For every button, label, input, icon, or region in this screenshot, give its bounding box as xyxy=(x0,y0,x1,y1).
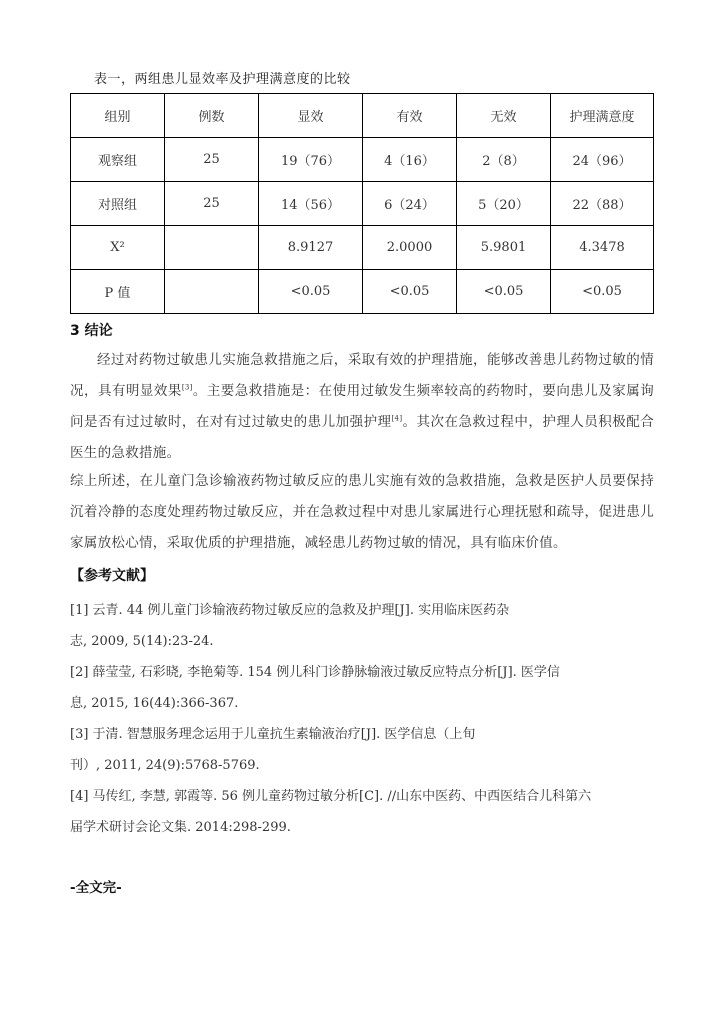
table-row xyxy=(71,138,654,182)
reference-line: 届学术研讨会论文集. 2014:298-299. xyxy=(70,820,291,835)
comparison-table xyxy=(70,93,654,314)
table-cell: 8.9127 xyxy=(259,226,363,270)
table-cell: <0.05 xyxy=(457,270,551,314)
table-cell: <0.05 xyxy=(259,270,363,314)
reference-line: 息, 2015, 16(44):366-367. xyxy=(70,696,239,711)
table-caption: 表一，两组患儿显效率及护理满意度的比较 xyxy=(94,72,351,87)
reference-line: [2] 薛莹莹, 石彩晓, 李艳菊等. 154 例儿科门诊静脉输液过敏反应特点分析[J]. 医学信 xyxy=(70,665,560,680)
table-cell: 6（24） xyxy=(363,182,457,226)
table-cell: 5（20） xyxy=(457,182,551,226)
paragraph-text: 。其次在急救过程中，护理人员积极配合医生的急救措施。 xyxy=(70,414,654,461)
header-cell: 例数 xyxy=(165,94,259,138)
table-cell: 2（8） xyxy=(457,138,551,182)
reference-line: 刊）, 2011, 24(9):5768-5769. xyxy=(70,758,260,773)
table-cell: P 值 xyxy=(71,270,165,314)
table-cell: 5.9801 xyxy=(457,226,551,270)
table-cell: X² xyxy=(71,226,165,270)
header-cell: 显效 xyxy=(259,94,363,138)
conclusion-paragraph-1 xyxy=(70,345,654,469)
reference-line: [1] 云青. 44 例儿童门诊输液药物过敏反应的急救及护理[J]. 实用临床医药杂 xyxy=(70,603,510,618)
paragraph-text: 。主要急救措施是：在使用过敏发生频率较高的药物时，要向患儿及家属询问是否有过过敏时，在对有过过敏史的患儿加强护理 xyxy=(70,383,654,430)
header-cell: 有效 xyxy=(363,94,457,138)
table-cell: 对照组 xyxy=(71,182,165,226)
end-mark: -全文完- xyxy=(70,880,122,896)
table-row xyxy=(71,182,654,226)
table-cell: <0.05 xyxy=(551,270,654,314)
section-heading-conclusion: 3 结论 xyxy=(70,323,113,339)
header-cell: 护理满意度 xyxy=(551,94,654,138)
references-heading: 【参考文献】 xyxy=(70,568,154,584)
citation-4: [4] xyxy=(391,414,403,423)
header-cell: 无效 xyxy=(457,94,551,138)
reference-line: 志, 2009, 5(14):23-24. xyxy=(70,634,214,649)
table-cell xyxy=(165,270,259,314)
table-cell: 4（16） xyxy=(363,138,457,182)
table-cell: <0.05 xyxy=(363,270,457,314)
table-cell: 22（88） xyxy=(551,182,654,226)
conclusion-paragraph-2: 综上所述，在儿童门急诊输液药物过敏反应的患儿实施有效的急救措施，急救是医护人员要保持沉着冷静的态度处理药物过敏反应，并在急救过程中对患儿家属进行心理抚慰和疏导，促进患儿家属放松心情，采取优质的护理措施，减轻患儿药物过敏的情况，具有临床价值。 xyxy=(70,473,654,551)
reference-line: [3] 于清. 智慧服务理念运用于儿童抗生素输液治疗[J]. 医学信息（上旬 xyxy=(70,727,476,742)
table-cell: 24（96） xyxy=(551,138,654,182)
table-header-row xyxy=(71,94,654,138)
table-cell xyxy=(165,226,259,270)
paragraph-text: 经过对药物过敏患儿实施急救措施之后，采取有效的护理措施，能够改善患儿药物过敏的情况，具有明显效果 xyxy=(70,352,654,399)
citation-3: [3] xyxy=(181,383,193,392)
table-cell: 25 xyxy=(165,138,259,182)
table-cell: 14（56） xyxy=(259,182,363,226)
header-cell: 组别 xyxy=(71,94,165,138)
reference-item-3 xyxy=(70,719,654,781)
table-row xyxy=(71,226,654,270)
table-row xyxy=(71,270,654,314)
reference-line: [4] 马传红, 李慧, 郭霞等. 56 例儿童药物过敏分析[C]. //山东中医药、中西医结合儿科第六 xyxy=(70,789,592,804)
reference-item-1 xyxy=(70,595,654,657)
table-cell: 25 xyxy=(165,182,259,226)
table-cell: 19（76） xyxy=(259,138,363,182)
table-cell: 观察组 xyxy=(71,138,165,182)
table-cell: 2.0000 xyxy=(363,226,457,270)
table-cell: 4.3478 xyxy=(551,226,654,270)
reference-item-2 xyxy=(70,657,654,719)
reference-item-4 xyxy=(70,781,654,843)
